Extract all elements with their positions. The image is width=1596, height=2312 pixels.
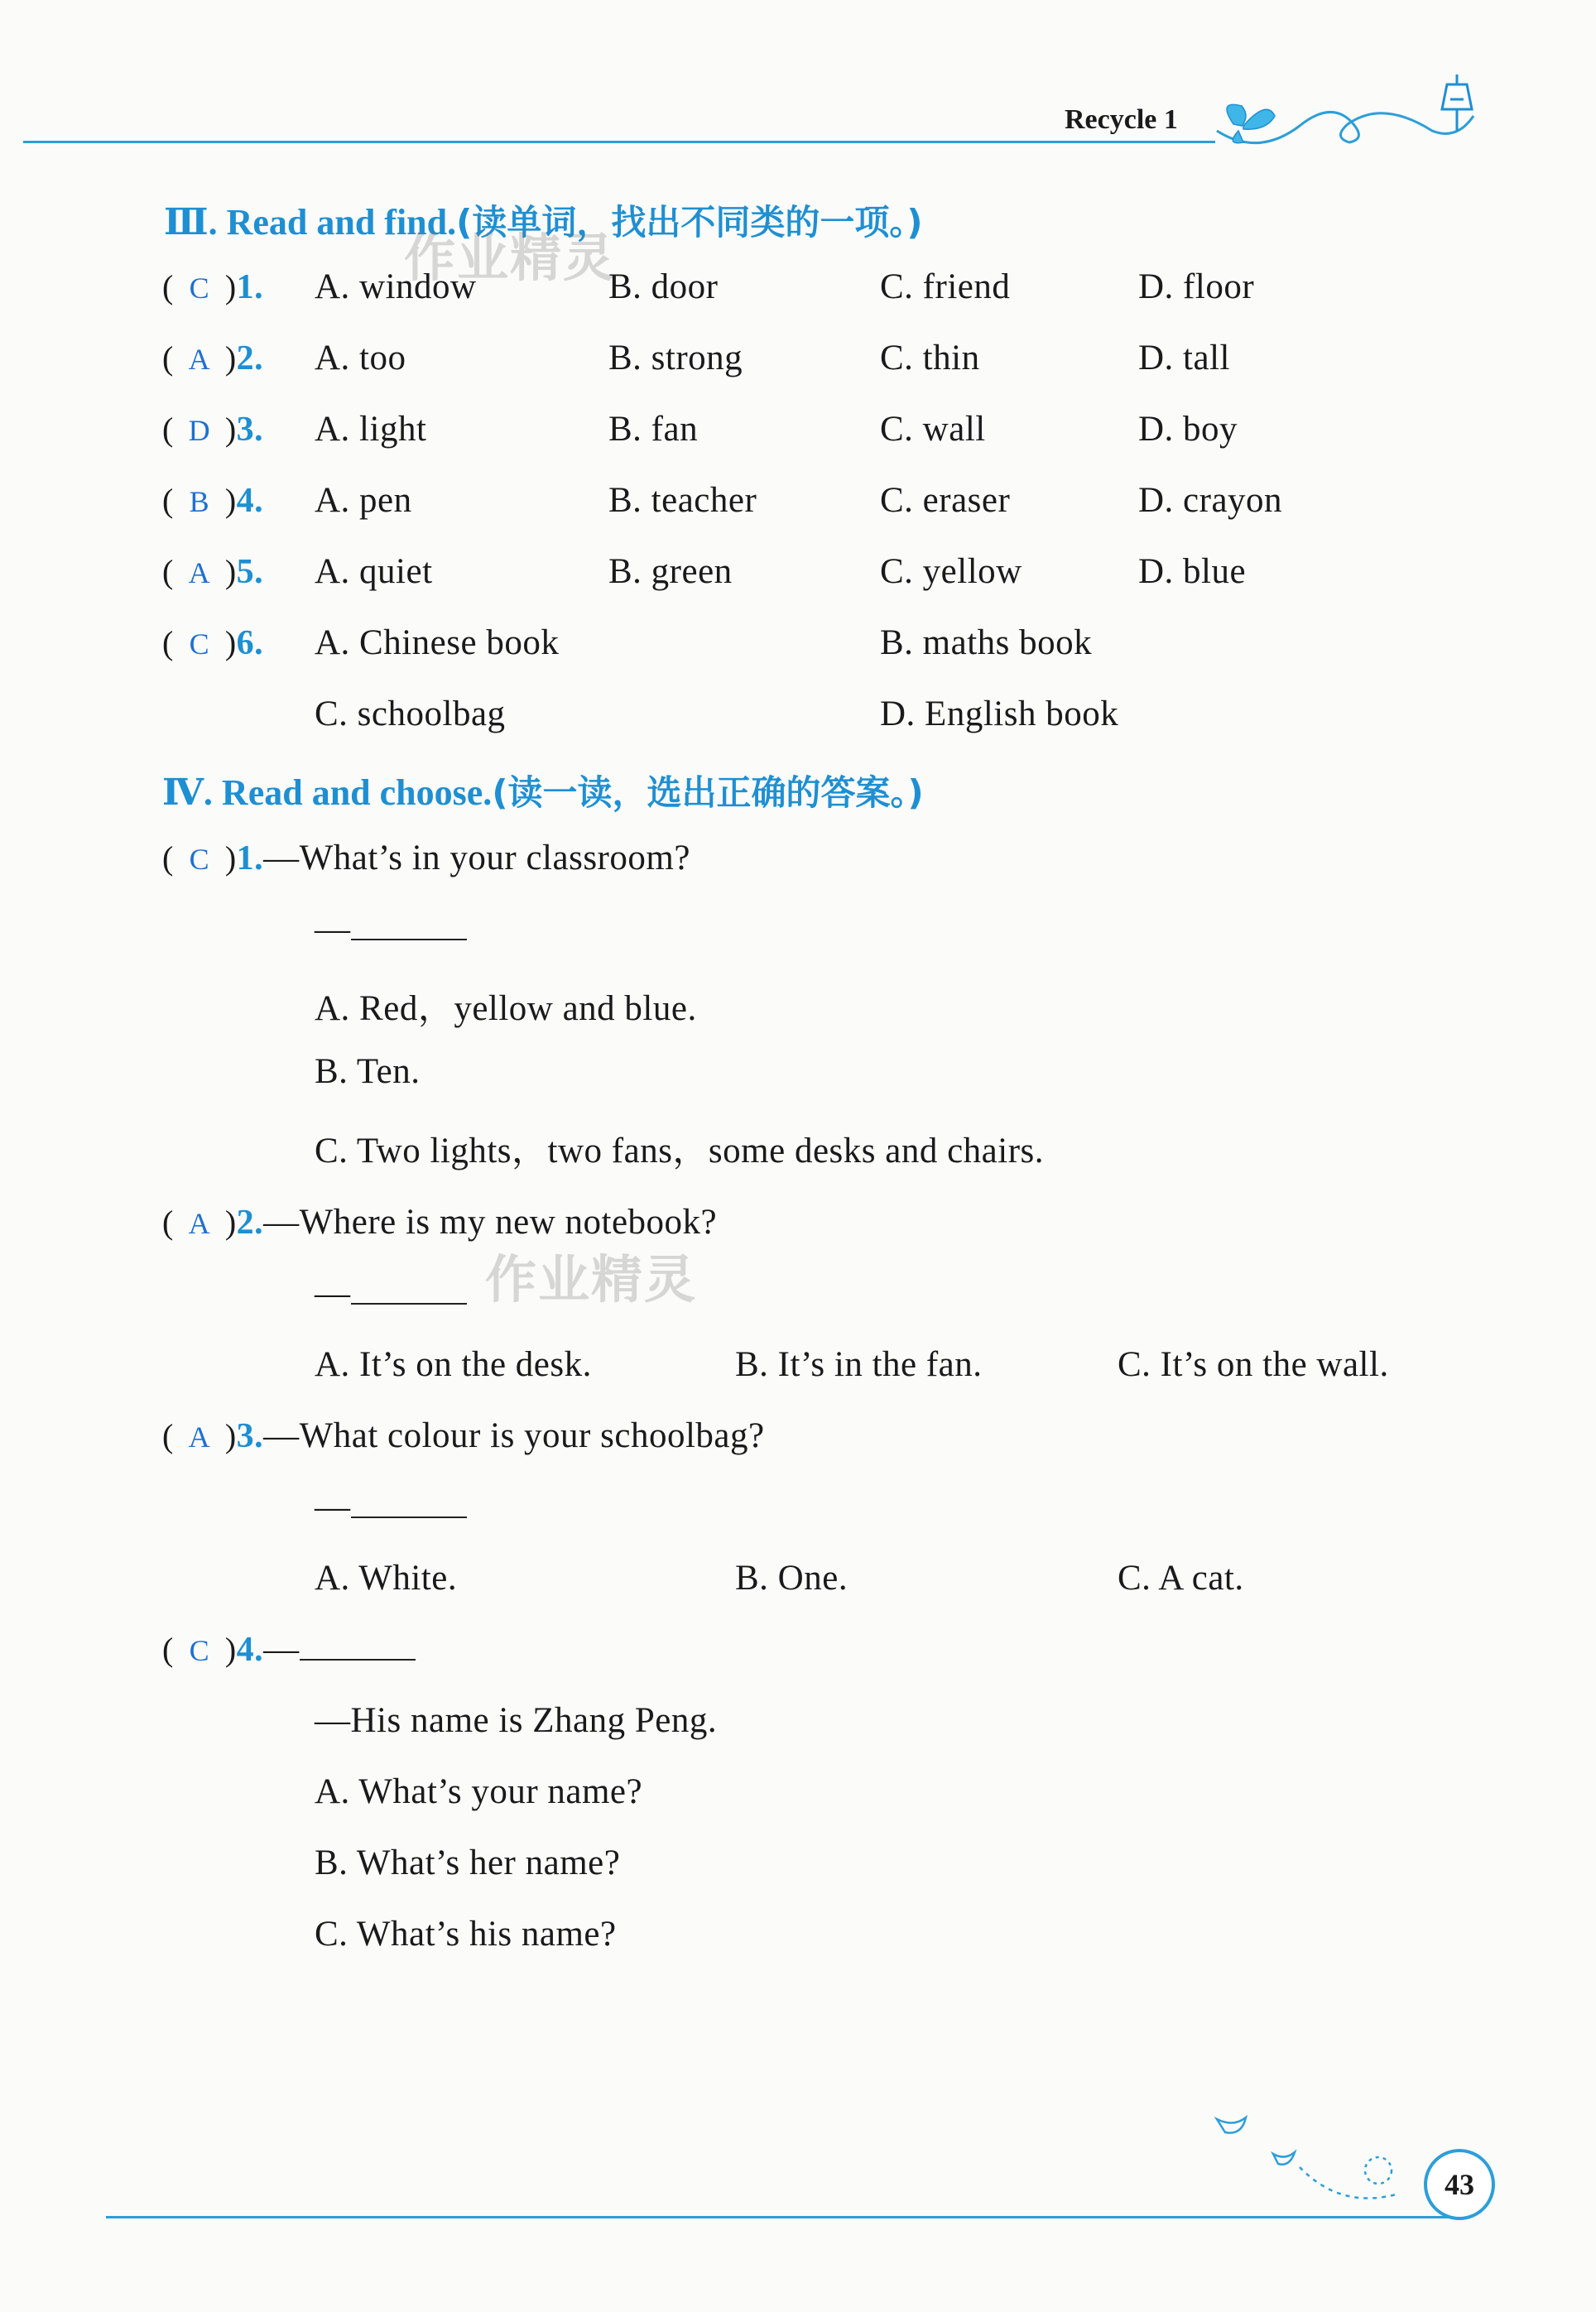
open-paren: (: [162, 268, 174, 305]
question-number: 6.: [236, 624, 264, 662]
option: A. What’s your name?: [315, 1772, 643, 1811]
option: C. Two lights，two fans，some desks and chairs.: [315, 1132, 1045, 1170]
answer-blank: [351, 1278, 467, 1305]
open-paren: (: [162, 1204, 174, 1241]
open-paren: (: [162, 839, 174, 877]
reply-line: [315, 909, 467, 949]
question-number: 3.: [236, 411, 264, 449]
option: B. What’s her name?: [315, 1843, 621, 1882]
section-4-heading: [162, 766, 924, 815]
section-3-heading-en: Ⅲ. Read and find.: [164, 202, 457, 243]
answer-letter: C: [189, 627, 210, 661]
section-3-heading-cn: (读单词，找出不同类的一项。): [456, 202, 923, 243]
answer-letter: A: [188, 1420, 211, 1454]
question-number: 5.: [236, 553, 264, 591]
answer-letter: C: [189, 843, 210, 876]
answer-letter: C: [189, 1634, 210, 1667]
option: C. A cat.: [1118, 1559, 1244, 1598]
option: A. light: [315, 410, 427, 449]
option: C. It’s on the wall.: [1118, 1345, 1389, 1384]
option: B. green: [608, 552, 733, 591]
close-paren: ): [224, 1631, 237, 1668]
answer-letter: C: [189, 272, 210, 305]
answer-blank: [351, 914, 467, 940]
question-number: 2.: [236, 1204, 264, 1242]
close-paren: ): [224, 482, 237, 519]
close-paren: ): [224, 411, 237, 448]
answer-letter: B: [189, 485, 210, 518]
option: B. It’s in the fan.: [735, 1345, 983, 1384]
option: C. wall: [880, 410, 986, 449]
page-number: 43: [1424, 2149, 1495, 2220]
header-rule: [23, 141, 1215, 143]
close-paren: ): [224, 1204, 237, 1241]
question-number: 4.: [236, 1631, 264, 1669]
option: D. crayon: [1138, 481, 1283, 520]
question-number: 1.: [236, 268, 264, 306]
option: C. friend: [880, 267, 1011, 306]
question-prompt: —What’s in your classroom?: [263, 839, 690, 877]
option: A. window: [315, 267, 477, 306]
reply-line: [315, 1700, 717, 1741]
section-4-heading-en: Ⅳ. Read and choose.: [162, 772, 493, 813]
reply-line: [315, 1273, 467, 1314]
option: A. quiet: [315, 552, 433, 591]
option: B. door: [608, 267, 719, 306]
close-paren: ): [224, 839, 237, 877]
option: C. What’s his name?: [315, 1915, 617, 1954]
section-4-heading-cn: (读一读，选出正确的答案。): [492, 772, 924, 813]
option: A. too: [315, 339, 406, 377]
answer-letter: A: [188, 556, 211, 589]
close-paren: ): [224, 1417, 237, 1454]
close-paren: ): [224, 339, 237, 377]
question-prompt: —What colour is your schoolbag?: [263, 1416, 765, 1455]
answer-letter: D: [188, 414, 211, 447]
option: A. Red，yellow and blue.: [315, 989, 697, 1028]
question-prompt: —: [263, 1630, 300, 1669]
answer-letter: A: [188, 343, 211, 376]
close-paren: ): [224, 553, 237, 590]
option: B. maths book: [880, 623, 1093, 662]
question-number: 2.: [236, 339, 264, 377]
option: A. pen: [315, 481, 412, 520]
option: D. floor: [1138, 267, 1255, 306]
option: D. blue: [1138, 552, 1247, 591]
answer-blank: [351, 1492, 467, 1518]
butterfly-lamp-decoration-icon: [1209, 66, 1482, 157]
watermark-2: 作业精灵: [485, 1249, 698, 1310]
option: D. tall: [1138, 339, 1230, 377]
open-paren: (: [162, 553, 174, 590]
reply-text: —: [315, 910, 351, 949]
reply-text: —His name is Zhang Peng.: [315, 1701, 718, 1740]
open-paren: (: [162, 339, 174, 377]
close-paren: ): [224, 624, 237, 661]
reply-text: —: [315, 1488, 351, 1526]
option: A. It’s on the desk.: [315, 1345, 592, 1384]
option: B. strong: [608, 339, 743, 377]
option: D. English book: [880, 695, 1119, 733]
option: C. thin: [880, 339, 980, 377]
question-prompt: —Where is my new notebook?: [263, 1203, 718, 1242]
option: C. schoolbag: [315, 695, 506, 733]
open-paren: (: [162, 1631, 174, 1668]
question-number: 1.: [236, 839, 264, 877]
birds-decoration-icon: [1209, 2103, 1432, 2210]
open-paren: (: [162, 411, 174, 448]
answer-letter: A: [188, 1207, 211, 1240]
question-number: 3.: [236, 1417, 264, 1455]
open-paren: (: [162, 624, 174, 661]
option: B. fan: [608, 410, 699, 449]
option: C. yellow: [880, 552, 1022, 591]
option: B. teacher: [608, 481, 757, 520]
reply-line: [315, 1487, 467, 1527]
option: D. boy: [1138, 410, 1238, 449]
option: B. Ten.: [315, 1052, 421, 1091]
open-paren: (: [162, 482, 174, 519]
option: B. One.: [735, 1559, 848, 1598]
open-paren: (: [162, 1417, 174, 1454]
footer-rule: [106, 2216, 1455, 2218]
option: A. Chinese book: [315, 623, 560, 662]
question-number: 4.: [236, 482, 264, 520]
reply-text: —: [315, 1274, 351, 1313]
answer-blank: [300, 1634, 416, 1661]
page-header-title: Recycle 1: [1065, 104, 1178, 135]
option: A. White.: [315, 1559, 458, 1598]
option: C. eraser: [880, 481, 1011, 520]
close-paren: ): [224, 268, 237, 305]
watermark: 作业精灵: [404, 228, 617, 288]
